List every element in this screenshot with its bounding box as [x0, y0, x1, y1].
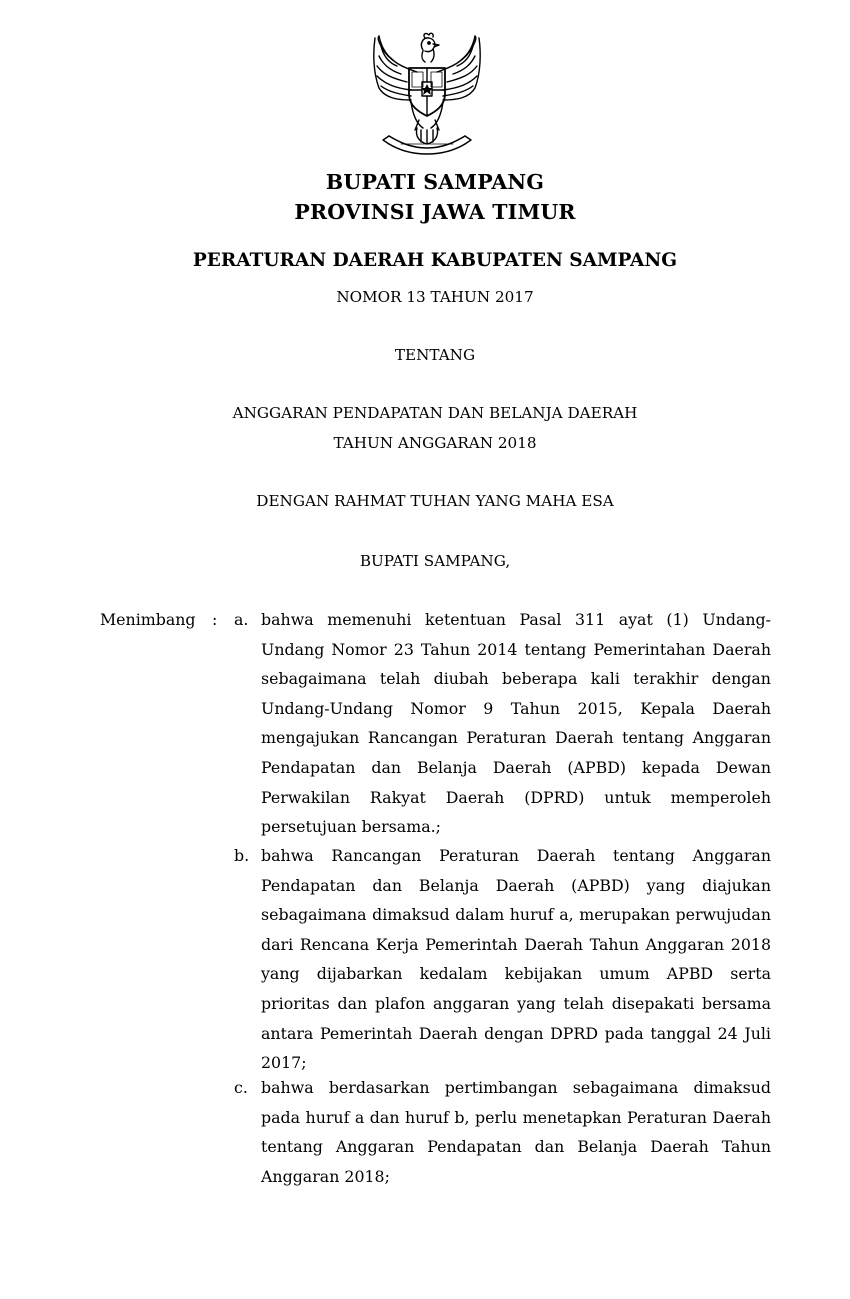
- item-letter-c: c.: [234, 1078, 248, 1097]
- regent-title: BUPATI SAMPANG: [325, 170, 545, 194]
- about-heading: TENTANG: [394, 346, 476, 364]
- item-letter-b: b.: [234, 846, 250, 865]
- blessing-line: DENGAN RAHMAT TUHAN YANG MAHA ESA: [256, 492, 614, 510]
- subject-line-2: TAHUN ANGGARAN 2018: [333, 434, 537, 452]
- considering-item-c: bahwa berdasarkan pertimbangan sebagaimana dimaksud pada huruf a dan huruf b, perlu menetapkan Peraturan Daerah tentang Anggaran Pendapatan dan Belanja Daerah Tahun Anggaran 2018;: [261, 1078, 771, 1186]
- regulation-title: PERATURAN DAERAH KABUPATEN SAMPANG: [192, 250, 678, 271]
- item-letter-a: a.: [234, 610, 249, 629]
- province-title: PROVINSI JAWA TIMUR: [294, 200, 576, 224]
- regulation-number: NOMOR 13 TAHUN 2017: [336, 288, 534, 306]
- authority-line: BUPATI SAMPANG,: [359, 552, 511, 570]
- subject-line-1: ANGGARAN PENDAPATAN DAN BELANJA DAERAH: [232, 404, 638, 422]
- considering-colon: :: [212, 610, 218, 629]
- considering-label: Menimbang: [100, 610, 196, 629]
- considering-item-a: bahwa memenuhi ketentuan Pasal 311 ayat (1) Undang-Undang Nomor 23 Tahun 2014 tentang Pemerintahan Daerah sebagaimana telah diubah beberapa kali terakhir dengan Undang-Undang Nomor 9 Tahun 2015, Kepala Daerah mengajukan Rancangan Peraturan Daerah tentang Anggaran Pendapatan dan Belanja Daerah (APBD) kepada Dewan Perwakilan Rakyat Daerah (DPRD) untuk memperoleh persetujuan bersama.;: [261, 610, 771, 837]
- garuda-emblem-icon: [366, 32, 488, 158]
- considering-item-b: bahwa Rancangan Peraturan Daerah tentang Anggaran Pendapatan dan Belanja Daerah (APBD) yang diajukan sebagaimana dimaksud dalam huruf a, merupakan perwujudan dari Rencana Kerja Pemerintah Daerah Tahun Anggaran 2018 yang dijabarkan kedalam kebijakan umum APBD serta prioritas dan plafon anggaran yang telah disepakati bersama antara Pemerintah Daerah dengan DPRD pada tanggal 24 Juli 2017;: [261, 846, 771, 1073]
